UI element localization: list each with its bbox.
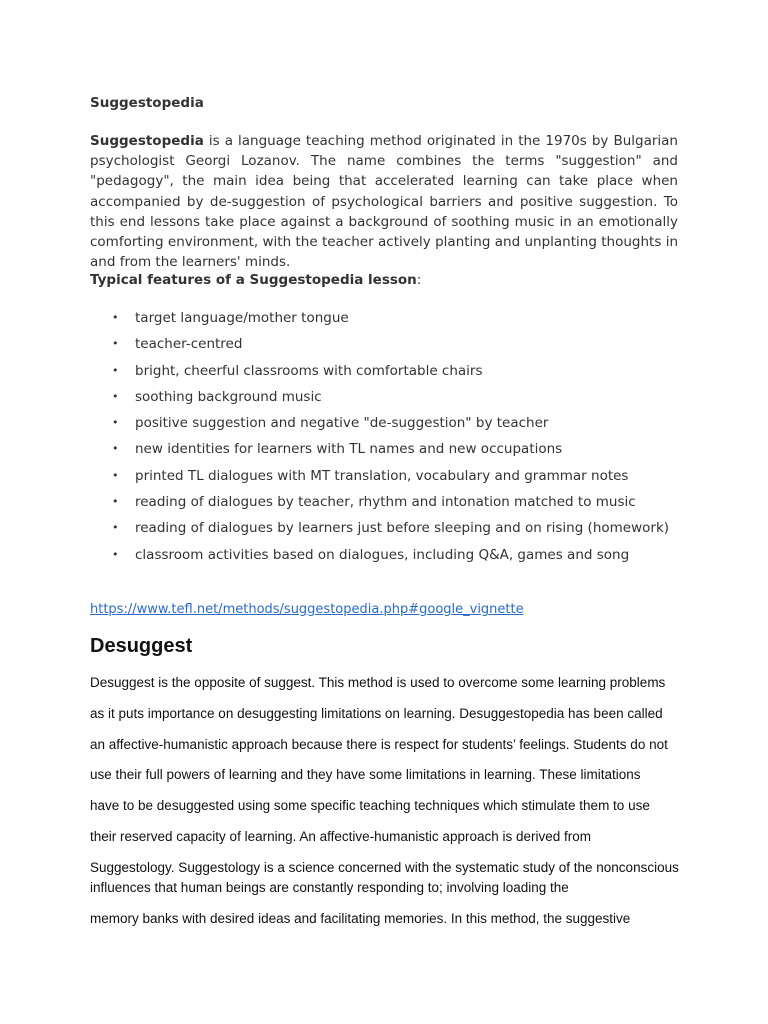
body-line: influences that human beings are constantly responding to; involving loading the: [90, 880, 569, 895]
body-line: as it puts importance on desuggesting limitations on learning. Desuggestopedia has been called: [90, 706, 663, 721]
list-item: [90, 492, 678, 518]
body-line: use their full powers of learning and they have some limitations in learning. These limitations: [90, 767, 641, 782]
desuggest-title: Desuggest: [90, 635, 193, 657]
bullet-icon: •: [112, 363, 119, 377]
list-item-text: printed TL dialogues with MT translation, vocabulary and grammar notes: [135, 467, 629, 484]
intro-bold-term: Suggestopedia: [90, 133, 204, 149]
list-item-text: positive suggestion and negative "de-suggestion" by teacher: [135, 415, 549, 432]
features-title: [90, 270, 421, 290]
list-item: [90, 545, 678, 571]
list-item: [90, 466, 678, 492]
bullet-icon: •: [112, 521, 119, 535]
features-list: [90, 308, 678, 571]
features-title-colon: :: [416, 272, 422, 288]
intro-text: is a language teaching method originated in the 1970s by Bulgarian psychologist Georgi Lozanov. The name combines the terms "suggestion" and "pedagogy", the main idea being that accelerated learning can take place when accompanied by de-suggestion of psychological barriers and positive suggestion. To this end lessons take place against a background of soothing music in an emotionally comforting environment, with the teacher actively planting and unplanting thoughts in and from the learners' minds.: [90, 133, 678, 271]
bullet-icon: •: [112, 442, 119, 456]
body-line: memory banks with desired ideas and facilitating memories. In this method, the suggestive: [90, 911, 631, 926]
list-item-text: reading of dialogues by learners just before sleeping and on rising (homework): [135, 520, 670, 537]
list-item-text: reading of dialogues by teacher, rhythm and intonation matched to music: [135, 494, 636, 511]
body-line: their reserved capacity of learning. An affective-humanistic approach is derived from: [90, 829, 592, 844]
bullet-icon: •: [112, 468, 119, 482]
bullet-icon: •: [112, 495, 119, 509]
body-line: have to be desuggested using some specific teaching techniques which stimulate them to use: [90, 798, 650, 813]
bullet-icon: •: [112, 337, 119, 351]
list-item: [90, 387, 678, 413]
list-item: [90, 439, 678, 465]
list-item: [90, 308, 678, 334]
desuggest-body: [90, 673, 690, 929]
list-item-text: new identities for learners with TL names and new occupations: [135, 441, 563, 458]
body-line: Desuggest is the opposite of suggest. This method is used to overcome some learning problems: [90, 675, 666, 690]
list-item-text: target language/mother tongue: [135, 310, 349, 326]
list-item: [90, 361, 678, 387]
list-item-text: classroom activities based on dialogues, including Q&A, games and song: [135, 546, 630, 563]
section-heading: Suggestopedia: [90, 95, 204, 111]
list-item: [90, 518, 678, 544]
source-link[interactable]: https://www.tefl.net/methods/suggestopedia.php#google_vignette: [90, 602, 524, 617]
list-item: [90, 334, 678, 360]
bullet-icon: •: [112, 416, 119, 430]
list-item-text: bright, cheerful classrooms with comfortable chairs: [135, 362, 483, 379]
list-item: [90, 413, 678, 439]
bullet-icon: •: [112, 311, 119, 324]
body-line: an affective-humanistic approach because there is respect for students’ feelings. Students do not: [90, 737, 668, 752]
body-line: Suggestology. Suggestology is a science concerned with the systematic study of the nonconscious: [90, 860, 679, 875]
list-item-text: soothing background music: [135, 388, 322, 405]
bullet-icon: •: [112, 389, 119, 403]
intro-paragraph: [90, 131, 678, 272]
features-title-text: Typical features of a Suggestopedia lesson: [90, 272, 417, 288]
list-item-text: teacher-centred: [135, 336, 243, 353]
bullet-icon: •: [112, 547, 119, 561]
